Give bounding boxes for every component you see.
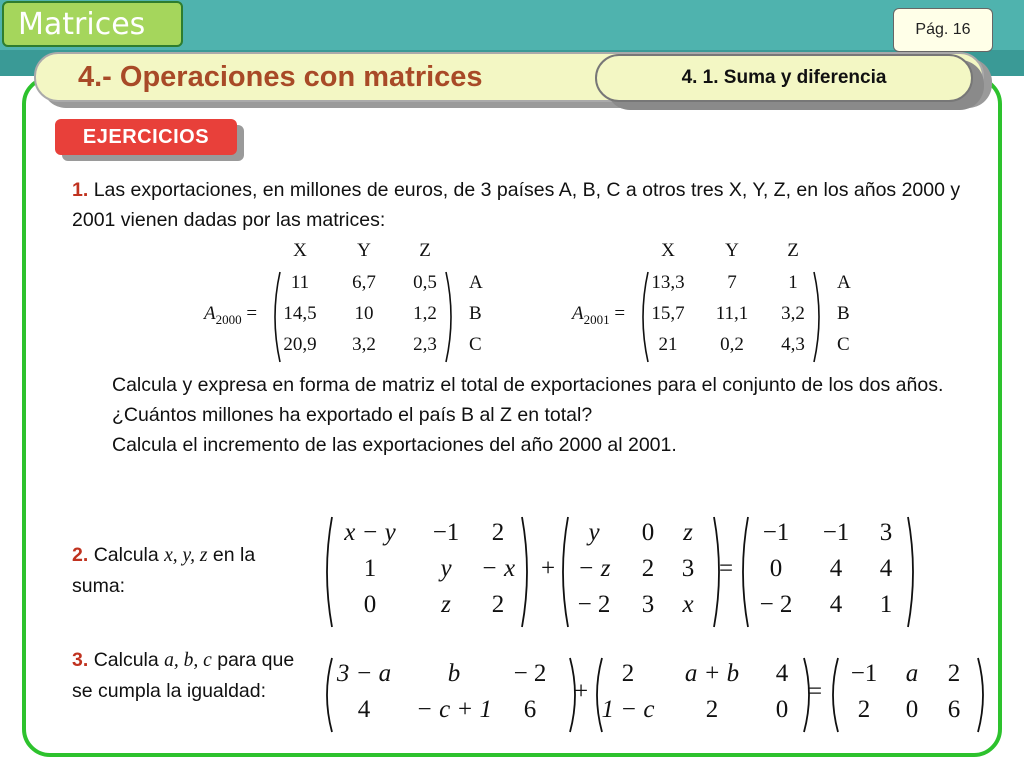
matrix-cell: 13,3 bbox=[651, 272, 685, 293]
ex2-matrix-right-cell: 4 bbox=[829, 555, 843, 582]
ex3-matrix-mid-cell: 2 bbox=[705, 696, 719, 723]
equals-sign: = bbox=[718, 555, 734, 582]
ex2-matrix-right-cell: − 2 bbox=[759, 591, 793, 618]
matrix-right-paren bbox=[444, 270, 458, 364]
exercise-3-text-b: para que se cumpla la igualdad: bbox=[72, 649, 295, 702]
row-label-b: B bbox=[469, 303, 482, 324]
matrix-subscript: 2001 bbox=[583, 311, 610, 327]
ex2-matrix-right-cell: 1 bbox=[879, 591, 893, 618]
col-header-x: X bbox=[293, 240, 307, 261]
ex3-matrix-mid-cell: 1 − c bbox=[601, 696, 655, 723]
question-1: Calcula y expresa en forma de matriz el total de exportaciones para el conjunto de los dos años. bbox=[112, 374, 944, 396]
page-title: 4.- Operaciones con matrices bbox=[78, 61, 483, 93]
ex3-matrix-right-cell: 6 bbox=[947, 696, 961, 723]
matrix-cell: 6,7 bbox=[352, 272, 376, 293]
ex2-matrix-left-cell: z bbox=[441, 591, 451, 618]
ex2-matrix-right-cell: 4 bbox=[829, 591, 843, 618]
row-label-b: B bbox=[837, 303, 850, 324]
matrix-cell: 7 bbox=[727, 272, 737, 293]
ex3-matrix-left-cell: 6 bbox=[523, 696, 537, 723]
exercise-2-vars: x, y, z bbox=[164, 545, 208, 566]
exercise-2-text-a: Calcula bbox=[93, 544, 159, 566]
exercise-1-questions bbox=[112, 370, 962, 460]
matrix-right-paren bbox=[812, 270, 826, 364]
exercise-1-number: 1. bbox=[72, 179, 89, 201]
ex2-matrix-left-cell: − x bbox=[480, 555, 516, 582]
matrix-cell: 2,3 bbox=[413, 334, 437, 355]
ex2-matrix-right-cell: 0 bbox=[769, 555, 783, 582]
ex2-matrix-left-cell: 2 bbox=[491, 519, 505, 546]
matrix-letter: A bbox=[204, 303, 216, 324]
ex3-matrix-left-cell: b bbox=[447, 660, 461, 687]
ex2-matrix-left-cell: 0 bbox=[363, 591, 377, 618]
matrix-cell: 3,2 bbox=[781, 303, 805, 324]
ex3-matrix-right-cell: 0 bbox=[905, 696, 919, 723]
matrix-cell: 11,1 bbox=[715, 303, 749, 324]
ex2-matrix-mid-cell: − z bbox=[577, 555, 611, 582]
matrix-subscript: 2000 bbox=[215, 311, 242, 327]
row-label-c: C bbox=[469, 334, 482, 355]
col-header-y: Y bbox=[725, 240, 739, 261]
ex2-matrix-mid-cell: 0 bbox=[641, 519, 655, 546]
ex3-matrix-mid-cell: 0 bbox=[775, 696, 789, 723]
matrix-cell: 11 bbox=[290, 272, 310, 293]
ex3-matrix-mid-cell: 4 bbox=[775, 660, 789, 687]
ex3-matrix-left-cell: − c + 1 bbox=[415, 696, 493, 723]
ex2-matrix-left-cell: y bbox=[440, 555, 452, 582]
ex2-matrix-right-cell: −1 bbox=[822, 519, 850, 546]
plus-sign: + bbox=[573, 678, 589, 705]
ex3-matrix-right-right-paren bbox=[976, 656, 990, 734]
plus-sign: + bbox=[540, 555, 556, 582]
matrix-left-paren bbox=[268, 270, 282, 364]
ex2-matrix-mid-left-paren bbox=[556, 515, 570, 629]
ex3-matrix-left-cell: 4 bbox=[357, 696, 371, 723]
exercise-3-statement bbox=[72, 645, 312, 706]
row-label-a: A bbox=[469, 272, 483, 293]
exercise-3-number: 3. bbox=[72, 649, 89, 671]
question-3: Calcula el incremento de las exportaciones del año 2000 al 2001. bbox=[112, 434, 677, 456]
ex2-matrix-left-cell: −1 bbox=[432, 519, 460, 546]
ex3-matrix-mid-cell: 2 bbox=[621, 660, 635, 687]
matrix-cell: 0,2 bbox=[720, 334, 744, 355]
ex3-matrix-right-cell: 2 bbox=[947, 660, 961, 687]
matrix-cell: 21 bbox=[658, 334, 678, 355]
ex2-matrix-left-cell: x − y bbox=[344, 519, 396, 546]
ex2-matrix-right-right-paren bbox=[906, 515, 920, 629]
col-header-z: Z bbox=[787, 240, 799, 261]
exercise-2-statement bbox=[72, 540, 302, 601]
page-number: Pág. 16 bbox=[893, 8, 993, 52]
exercise-1-text: Las exportaciones, en millones de euros, de 3 países A, B, C a otros tres X, Y, Z, en los años 2000 y 2001 vienen dadas por las matrices: bbox=[72, 179, 961, 231]
exercise-1-statement bbox=[72, 175, 972, 235]
ex2-matrix-mid-cell: 3 bbox=[681, 555, 695, 582]
col-header-z: Z bbox=[419, 240, 431, 261]
matrix-name bbox=[572, 303, 625, 328]
equals-sign: = bbox=[241, 303, 258, 324]
exercise-2-number: 2. bbox=[72, 544, 89, 566]
equals-sign: = bbox=[807, 678, 823, 705]
matrix-left-paren bbox=[636, 270, 650, 364]
row-label-c: C bbox=[837, 334, 850, 355]
matrix-cell: 1,2 bbox=[413, 303, 437, 324]
ex2-matrix-left-left-paren bbox=[320, 515, 334, 629]
ex3-matrix-mid-cell: a + b bbox=[684, 660, 740, 687]
ex2-matrix-left-cell: 2 bbox=[491, 591, 505, 618]
ex2-matrix-mid-cell: 3 bbox=[641, 591, 655, 618]
ex3-matrix-right-cell: 2 bbox=[857, 696, 871, 723]
matrix-cell: 0,5 bbox=[413, 272, 437, 293]
matrix-cell: 4,3 bbox=[781, 334, 805, 355]
ex2-matrix-mid-cell: 2 bbox=[641, 555, 655, 582]
ex2-matrix-right-left-paren bbox=[736, 515, 750, 629]
ex2-matrix-mid-cell: x bbox=[682, 591, 694, 618]
matrix-name bbox=[204, 303, 257, 328]
ex2-matrix-right-cell: −1 bbox=[762, 519, 790, 546]
col-header-x: X bbox=[661, 240, 675, 261]
ex2-matrix-mid-cell: y bbox=[588, 519, 600, 546]
matrix-letter: A bbox=[572, 303, 584, 324]
exercise-3-text-a: Calcula bbox=[93, 649, 159, 671]
ex2-matrix-right-cell: 3 bbox=[879, 519, 893, 546]
matrix-cell: 1 bbox=[788, 272, 798, 293]
ex3-matrix-left-cell: − 2 bbox=[513, 660, 547, 687]
matrix-cell: 3,2 bbox=[352, 334, 376, 355]
ex2-matrix-mid-cell: z bbox=[683, 519, 693, 546]
ex3-matrix-right-cell: −1 bbox=[850, 660, 878, 687]
col-header-y: Y bbox=[357, 240, 371, 261]
exercises-tag: EJERCICIOS bbox=[55, 119, 237, 155]
ex2-matrix-left-right-paren bbox=[520, 515, 534, 629]
row-label-a: A bbox=[837, 272, 851, 293]
ex2-matrix-right-cell: 4 bbox=[879, 555, 893, 582]
logo-label: Matrices bbox=[2, 1, 183, 47]
ex2-matrix-mid-cell: − 2 bbox=[577, 591, 611, 618]
exercise-3-vars: a, b, c bbox=[164, 650, 212, 671]
matrix-cell: 10 bbox=[354, 303, 374, 324]
section-subtitle: 4. 1. Suma y diferencia bbox=[595, 54, 973, 102]
ex3-matrix-right-left-paren bbox=[826, 656, 840, 734]
ex2-matrix-left-cell: 1 bbox=[363, 555, 377, 582]
matrix-cell: 20,9 bbox=[283, 334, 317, 355]
matrix-cell: 15,7 bbox=[651, 303, 685, 324]
exercise-2-text-b: en la suma: bbox=[72, 544, 256, 597]
ex3-matrix-left-left-paren bbox=[320, 656, 334, 734]
ex3-matrix-right-cell: a bbox=[905, 660, 919, 687]
equals-sign: = bbox=[609, 303, 626, 324]
matrix-cell: 14,5 bbox=[283, 303, 317, 324]
question-2: ¿Cuántos millones ha exportado el país B al Z en total? bbox=[112, 404, 593, 426]
ex3-matrix-left-cell: 3 − a bbox=[336, 660, 392, 687]
